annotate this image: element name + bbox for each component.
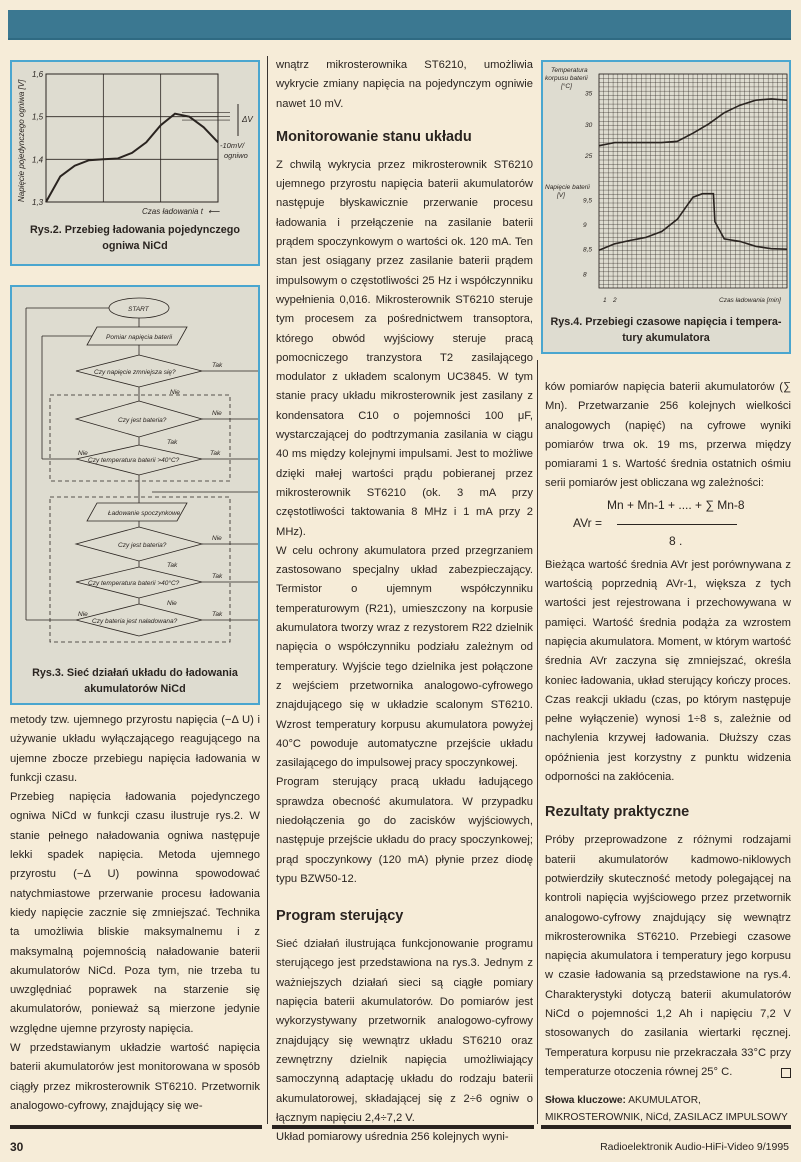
- paragraph: Sieć działań ilustrująca funkcjonowanie programu sterującego jest przedstawiona na rys.3. Jednym z ważniejszych działań sieci są ciągłe pomiary napięcia baterii akumulatorów. Do pomiarów jest wykorzystywany przetwornik analogowo-cyfrowy znajdujący się wewnątrz układu ST6210 oraz zewnętrzny dzielnik napięcia umożliwiający samoczynną adaptację układu do rodzaju baterii akumulatorowej, składającej się z 2÷6 ogniw o łącznym napięciu 2,4÷7,2 V.: [276, 938, 533, 1124]
- fig3-tak-5: Tak: [212, 573, 223, 580]
- fig4-caption-line1: Rys.4. Przebiegi czasowe napięcia i tempera-: [550, 316, 782, 328]
- paragraph: W celu ochrony akumulatora przed przegrzaniem zastosowano specjalny układ zabezpieczający. Termistor o ujemnym współczynniku temperaturowym (R21), umieszczony na korpusie akumulatora tworzy wraz z rezystorem R22 dzielnik napięcia o współczynniku podziału zależnym od temperatury. Wyjście tego dzielnika jest połączone z wejściem przetwornika analogowo-cyfrowego znajdującego się w układzie scalonym ST6210. Wzrost temperatury korpusu akumulatora powyżej 40°C powoduje automatyczne przejście układu zasilającego do impulsowej pracy spoczynkowej.: [276, 544, 533, 770]
- section-heading-rezultaty: Rezultaty praktyczne: [545, 804, 690, 821]
- paragraph-text: Próby przeprowadzone z różnymi rodzajami baterii akumulatorów kadmowo-niklowych potwierdziły skuteczność metody polegającej na kontroli napięcia wyjściowego przez przetwornik analogowo-cyfrowy znajdujący się wewnątrz mikrosterownika ST6210. Przebiegi czasowe napięcia akumulatora i temperatury jego korpusu w czasie ładowania są przedstawione na rys.4. Charakterystyki dotyczą baterii akumulatorów NiCd o pojemności 1,2 Ah i napięciu 7,2 V stosowanych do zasilania wiertarki ręcznej. Temperatura korpusu nie przekraczała 33°C przy temperaturze otoczenia równej 25° C.: [545, 834, 791, 1078]
- fig4-temp-tick-label: 35: [585, 90, 593, 98]
- paragraph: Układ pomiarowy uśrednia 256 kolejnych wyni-: [276, 1131, 509, 1144]
- fig4-ylabel-v-2: [V]: [557, 192, 565, 199]
- paragraph: ków pomiarów napięcia baterii akumulatorów (∑ Mn). Przetwarzanie 256 kolejnych wielkości analogowych (napięć) na cyfrowe wyniki pomiarów trwa ok. 19 ms, przerwa między pomiarami 1 s. Wartość średnia ostatnich ośmiu serii pomiarów jest obliczana wg zależności:: [545, 381, 791, 490]
- fig3-nie-6: Nie: [78, 611, 88, 618]
- fig4-voltage-tick-label: 9,5: [583, 197, 593, 205]
- fig4-ylabel-temp-2: korpusu baterii: [545, 75, 588, 82]
- keywords-label: Słowa kluczowe:: [545, 1095, 626, 1107]
- fig3-nie-4: Nie: [212, 535, 222, 542]
- fig2-annot-mv: -10mV/: [220, 141, 245, 150]
- fig4-ylabel-v-1: Napięcie baterii: [545, 184, 590, 191]
- fig2-ytick-label: 1,5: [32, 112, 44, 122]
- fig4-chart: [543, 62, 789, 310]
- fig4-caption-line2: tury akumulatora: [622, 332, 710, 344]
- section-heading-program: Program sterujący: [276, 908, 404, 925]
- fig4-temp-tick-label: 25: [585, 153, 593, 161]
- footer-rule-right: [541, 1125, 791, 1129]
- fig4-xlabel: Czas ładowania [min]: [719, 297, 781, 304]
- section-heading-monitorowanie: Monitorowanie stanu układu: [276, 128, 472, 145]
- fig3-tak-3: Tak: [210, 450, 221, 457]
- fig3-nie-3: Nie: [78, 450, 88, 457]
- figure-4: [541, 60, 791, 354]
- fig3-q4: Czy jest bateria?: [118, 542, 167, 549]
- column-left: [10, 711, 260, 1116]
- fig2-ytick-label: 1,4: [32, 155, 44, 165]
- fig3-nie-1: Nie: [170, 389, 180, 396]
- end-of-article-icon: [781, 1068, 791, 1078]
- paragraph: Z chwilą wykrycia przez mikrosterownik ST6210 ujemnego przyrostu napięcia baterii akumulatorów następuje błyskawicznie przerwanie procesu ładowania i przełączenie na zasilanie baterii prądem spoczynkowym o wartości ok. 120 mA. Ten stan jest osiągany przez zasilanie baterii prądem impulsowym o częstotliwości 25 Hz i współczynniku wypełnienia 0,016. Mikrosterownik ST6210 steruje tym procesem za pośrednictwem transoptora, którego obwód wyjściowy steruje pracą pomocniczego tranzystora T2 zasilającego modulator z układem scalonym UC3845. W tym stanie pracy układu mikrosterownik jest zasilany z kondensatora C10 o pojemności 100 μF, wystarczającej do podtrzymania zasilania w ciągu 40 ms między kolejnymi impulsami. Jest to możliwe dzięki małej wartości prądu pobieranej przez mikrosterownik ST6210 (ok. 3 mA przy częstotliwości taktowania 8 MHz i 1 mA przy 2 MHz).: [276, 158, 533, 538]
- fig4-caption: [543, 314, 789, 346]
- fig4-x-tick-label: 1: [603, 297, 607, 304]
- paragraph: Przebieg napięcia ładowania pojedynczego ogniwa NiCd w funkcji czasu ilustruje rys.2. W stanie pełnego naładowania ogniwa następuje lekki spadek napięcia. Metoda ujemnego przyrostu (−Δ U) powinna spowodować natychmiastowe przerwanie procesu ładowania kiedy napięcie zacznie się zmniejszać. Technika ta umożliwia bliskie maksymalnemu i z maksymalną pojemnością naładowanie baterii akumulatorów NiCd. Poza tym, nie trzeba tu uwzględniać poprawek na starzenie się akumulatorów, ponieważ są mierzone jedynie względne ujemne przyrosty napięcia.: [10, 791, 260, 1035]
- fig4-voltage-tick-label: 9: [583, 222, 587, 230]
- fig4-temp-tick-label: 30: [585, 121, 593, 129]
- keywords-text: AKUMULATOR, MIKROSTEROWNIK, NiCd, ZASILACZ IMPULSOWY: [545, 1095, 788, 1124]
- fig2-annot-dv: ΔV: [242, 115, 253, 124]
- top-banner: [8, 10, 791, 40]
- fig3-tak-1: Tak: [212, 362, 223, 369]
- fig4-voltage-tick-label: 8,5: [583, 246, 593, 254]
- fig2-caption: [12, 222, 258, 254]
- fig4-voltage-tick-label: 8: [583, 271, 587, 279]
- fig3-pomiar: Pomiar napięcia baterii: [106, 334, 173, 341]
- formula-denominator: 8 .: [669, 533, 683, 548]
- column-middle: [276, 56, 533, 1147]
- footer-rule-mid: [272, 1125, 534, 1129]
- page-number: 30: [10, 1140, 24, 1154]
- paragraph: Program sterujący pracą układu ładującego sprawdza obecność akumulatora. W przypadku niedołączenia go do zacisków wyjściowych, następuje przejście układu do pracy spoczynkowej; prąd spoczynkowy (120 mA) płynie przez diodę typu BZW50-12.: [276, 776, 533, 885]
- fig2-plot-frame: [46, 74, 218, 202]
- fig3-tak-4: Tak: [167, 562, 178, 569]
- fig3-q2: Czy jest bateria?: [118, 417, 167, 424]
- fig3-caption-line2: akumulatorów NiCd: [84, 683, 186, 695]
- fig2-ytick-label: 1,6: [32, 70, 44, 79]
- fig3-nie-2: Nie: [212, 410, 222, 417]
- fig3-caption-line1: Rys.3. Sieć działań układu do ładowania: [32, 667, 238, 679]
- fig4-ylabel-temp-1: Temperatura: [551, 67, 588, 74]
- fig3-start: START: [128, 306, 149, 313]
- formula-fraction-bar: [617, 524, 737, 525]
- fig3-nie-5: Nie: [167, 600, 177, 607]
- paragraph: Bieżąca wartość średnia AVr jest porównywana z wartością poprzednią AVr-1, większa z tych wartości jest rejestrowana i przechowywana w pamięci. Wartość średnia podąża za wzrostem napięcia akumulatora. Moment, w którym wartość średnia AVr zaczyna się zmniejszać, określa koniec ładowania, układ sterujący kończy proces. Czas reakcji układu (czas, po którym następuje pełne wyłączenie) wynosi 1÷8 s, zależnie od nachylenia krzywej ładowania. Dłuższy czas opóźnienia jest korzystny z punktu widzenia odporności na zakłócenia.: [545, 558, 791, 784]
- paragraph: W przedstawianym układzie wartość napięcia baterii akumulatorów jest monitorowana w sposób ciągły przez mikrosterownik ST6210. Przetwornik analogowo-cyfrowy, znajdujący się we-: [10, 1042, 260, 1112]
- fig2-annot-ogniwo: ogniwo: [224, 151, 248, 160]
- figure-2: [10, 60, 260, 266]
- fig3-caption: [12, 665, 258, 697]
- formula-numerator: Mn + Mn-1 + .... + ∑ Mn-8: [607, 497, 745, 512]
- paragraph: [545, 831, 791, 1082]
- formula-lhs: AVr =: [573, 515, 603, 530]
- fig2-arrow-icon: ⟵: [208, 207, 220, 216]
- fig2-caption-line1: Rys.2. Przebieg ładowania pojedynczego: [30, 224, 240, 236]
- fig3-q1: Czy napięcie zmniejsza się?: [94, 369, 176, 376]
- fig2-ylabel: Napięcie pojedynczego ogniwa [V]: [17, 79, 26, 202]
- fig4-ylabel-temp-3: [°C]: [561, 83, 572, 90]
- fig2-caption-line2: ogniwa NiCd: [102, 240, 168, 252]
- fig3-q6: Czy bateria jest naładowana?: [92, 618, 178, 625]
- fig3-flowchart: [12, 287, 258, 657]
- column-rule-right: [537, 360, 538, 1124]
- magazine-footer: Radioelektronik Audio-HiFi-Video 9/1995: [600, 1141, 789, 1153]
- column-rule-left: [267, 56, 268, 1124]
- footer-rule-left: [10, 1125, 262, 1129]
- fig2-curve: [46, 114, 218, 202]
- fig2-xlabel: Czas ładowania t: [142, 207, 203, 216]
- fig3-q5: Czy temperatura baterii >40°C?: [88, 580, 180, 587]
- paragraph: metody tzw. ujemnego przyrostu napięcia (−Δ U) i używanie układu wyłączającego reagującego na ujemne zbocze przebiegu napięcia ładowania w funkcji czasu.: [10, 714, 260, 784]
- fig2-ytick-label: 1,3: [32, 198, 44, 207]
- keywords: [545, 1092, 791, 1126]
- fig3-tak-6: Tak: [212, 611, 223, 618]
- fig2-chart: [12, 62, 258, 222]
- fig3-ladowanie: Ładowanie spoczynkowe: [108, 510, 181, 517]
- figure-3: [10, 285, 260, 705]
- fig4-x-tick-label: 2: [613, 297, 617, 304]
- fig3-q3: Czy temperatura baterii >40°C?: [88, 457, 180, 464]
- average-formula: [545, 494, 791, 556]
- paragraph: wnątrz mikrosterownika ST6210, umożliwia wykrycie zmiany napięcia na pojedynczym ogniwie nawet 10 mV.: [276, 59, 533, 110]
- fig3-tak-2: Tak: [167, 439, 178, 446]
- column-right: [545, 378, 791, 1126]
